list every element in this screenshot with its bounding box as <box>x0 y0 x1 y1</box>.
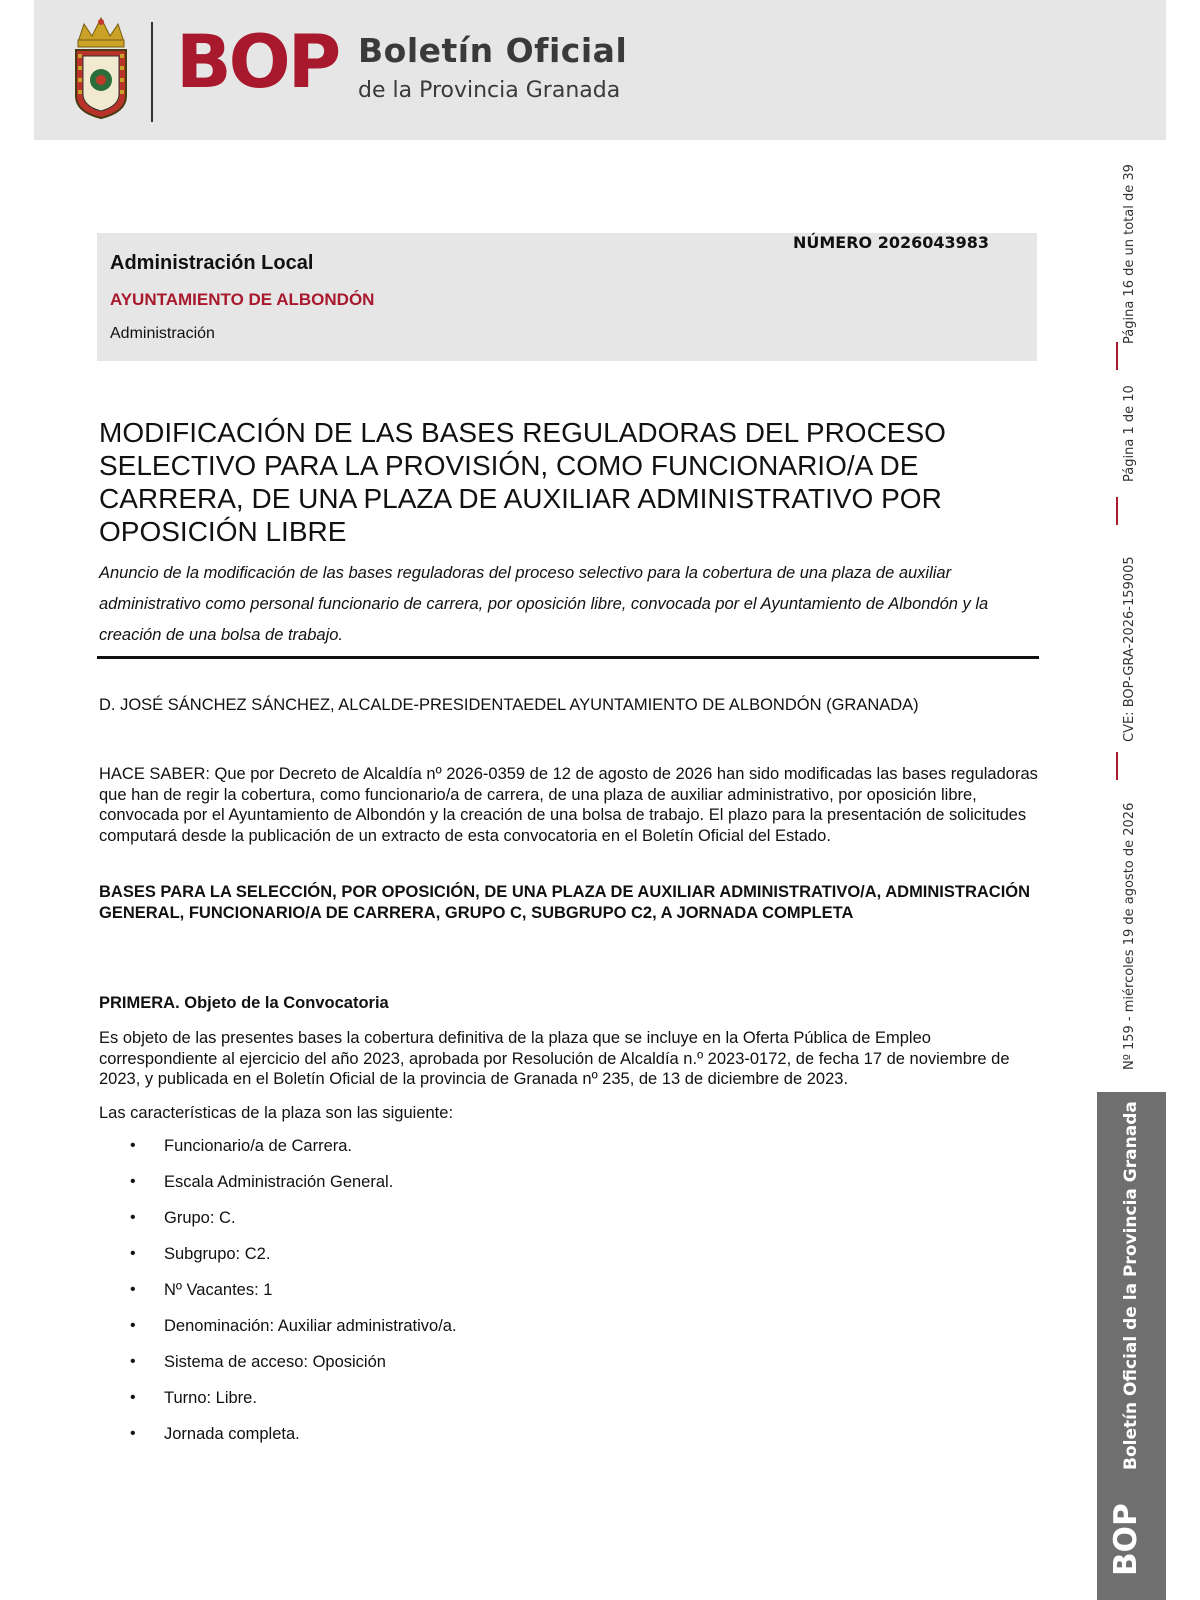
sidebar-page-total: Página 16 de un total de 39 <box>1122 164 1137 344</box>
list-item <box>0 1280 457 1316</box>
list-item <box>0 1316 457 1352</box>
bullet-icon: • <box>130 1389 136 1406</box>
coat-of-arms-icon <box>70 16 132 120</box>
list-item-text: Sistema de acceso: Oposición <box>164 1353 386 1371</box>
admin-section: Administración <box>110 325 215 342</box>
sidebar-brand-name: Boletín Oficial de la Provincia Granada <box>1121 1101 1141 1470</box>
caracteristicas-intro: Las características de la plaza son las siguiente: <box>99 1104 454 1122</box>
sidebar-separator <box>1116 497 1118 525</box>
caracteristicas-list <box>0 1136 457 1460</box>
bullet-icon: • <box>130 1317 136 1334</box>
hace-saber-paragraph: HACE SABER: Que por Decreto de Alcaldía nº 2026-0359 de 12 de agosto de 2026 han sido modificadas las bases reguladoras que han de regir la cobertura, como funcionario/a de carrera, de una plaza de auxiliar administrativo, por oposición libre, convocada por el Ayuntamiento de Albondón y la creación de una bolsa de trabajo. El plazo para la presentación de solicitudes computará desde la publicación de un extracto de esta convocatoria en el Boletín Oficial del Estado. <box>99 765 1038 845</box>
list-item <box>0 1244 457 1280</box>
bop-logo: BOP <box>176 20 339 105</box>
sidebar-separator <box>1116 752 1118 780</box>
list-item <box>0 1424 457 1460</box>
bullet-icon: • <box>130 1137 136 1154</box>
header-divider <box>151 22 153 122</box>
bullet-icon: • <box>130 1209 136 1226</box>
sidebar-separator <box>1116 342 1118 370</box>
list-item <box>0 1172 457 1208</box>
list-item-text: Jornada completa. <box>164 1425 300 1443</box>
list-item <box>0 1388 457 1424</box>
list-item <box>0 1208 457 1244</box>
bullet-icon: • <box>130 1245 136 1262</box>
document-title: MODIFICACIÓN DE LAS BASES REGULADORAS DEL PROCESO SELECTIVO PARA LA PROVISIÓN, COMO FUNCIONARIO/A DE CARRERA, DE UNA PLAZA DE AUXILIAR ADMINISTRATIVO POR OPOSICIÓN LIBRE <box>99 417 946 547</box>
list-item <box>0 1136 457 1172</box>
list-item <box>0 1352 457 1388</box>
list-item-text: Grupo: C. <box>164 1209 236 1227</box>
primera-heading: PRIMERA. Objeto de la Convocatoria <box>99 994 389 1012</box>
sidebar-bop-logo: BOP <box>1108 1503 1144 1576</box>
objeto-paragraph: Es objeto de las presentes bases la cobertura definitiva de la plaza que se incluye en la Oferta Pública de Empleo correspondiente al ejercicio del año 2023, aprobada por Resolución de Alcaldía n.º 2023-0172, de fecha 17 de noviembre de 2023, y publicada en el Boletín Oficial de la provincia de Granada nº 235, de 13 de diciembre de 2023. <box>99 1029 1010 1088</box>
list-item-text: Turno: Libre. <box>164 1389 257 1407</box>
bullet-icon: • <box>130 1281 136 1298</box>
sidebar-cve: CVE: BOP-GRA-2026-159005 <box>1122 556 1137 742</box>
admin-title: Administración Local <box>110 252 314 274</box>
list-item-text: Denominación: Auxiliar administrativo/a. <box>164 1317 457 1335</box>
announcement-number: NÚMERO 2026043983 <box>793 233 990 252</box>
brand-title: Boletín Oficial <box>358 31 628 70</box>
list-item-text: Funcionario/a de Carrera. <box>164 1137 353 1155</box>
bullet-icon: • <box>130 1353 136 1370</box>
list-item-text: Nº Vacantes: 1 <box>164 1281 273 1299</box>
list-item-text: Escala Administración General. <box>164 1173 394 1191</box>
bullet-icon: • <box>130 1173 136 1190</box>
section-rule <box>97 656 1039 659</box>
document-summary: Anuncio de la modificación de las bases reguladoras del proceso selectivo para la cobertura de una plaza de auxiliar administrativo como personal funcionario de carrera, por oposición libre, convocada por el Ayuntamiento de Albondón y la creación de una bolsa de trabajo. <box>99 564 989 644</box>
mayor-line: D. JOSÉ SÁNCHEZ SÁNCHEZ, ALCALDE-PRESIDENTAEDEL AYUNTAMIENTO DE ALBONDÓN (GRANADA) <box>99 696 919 714</box>
brand-subtitle: de la Provincia Granada <box>358 78 621 103</box>
sidebar-issue-date: Nº 159 - miércoles 19 de agosto de 2026 <box>1122 802 1137 1070</box>
bullet-icon: • <box>130 1425 136 1442</box>
bases-title: BASES PARA LA SELECCIÓN, POR OPOSICIÓN, DE UNA PLAZA DE AUXILIAR ADMINISTRATIVO/A, ADMINISTRACIÓN GENERAL, FUNCIONARIO/A DE CARRERA, GRUPO C, SUBGRUPO C2, A JORNADA COMPLETA <box>99 883 1031 922</box>
sidebar-page-doc: Página 1 de 10 <box>1122 385 1137 482</box>
admin-entity: AYUNTAMIENTO DE ALBONDÓN <box>110 290 375 309</box>
list-item-text: Subgrupo: C2. <box>164 1245 271 1263</box>
